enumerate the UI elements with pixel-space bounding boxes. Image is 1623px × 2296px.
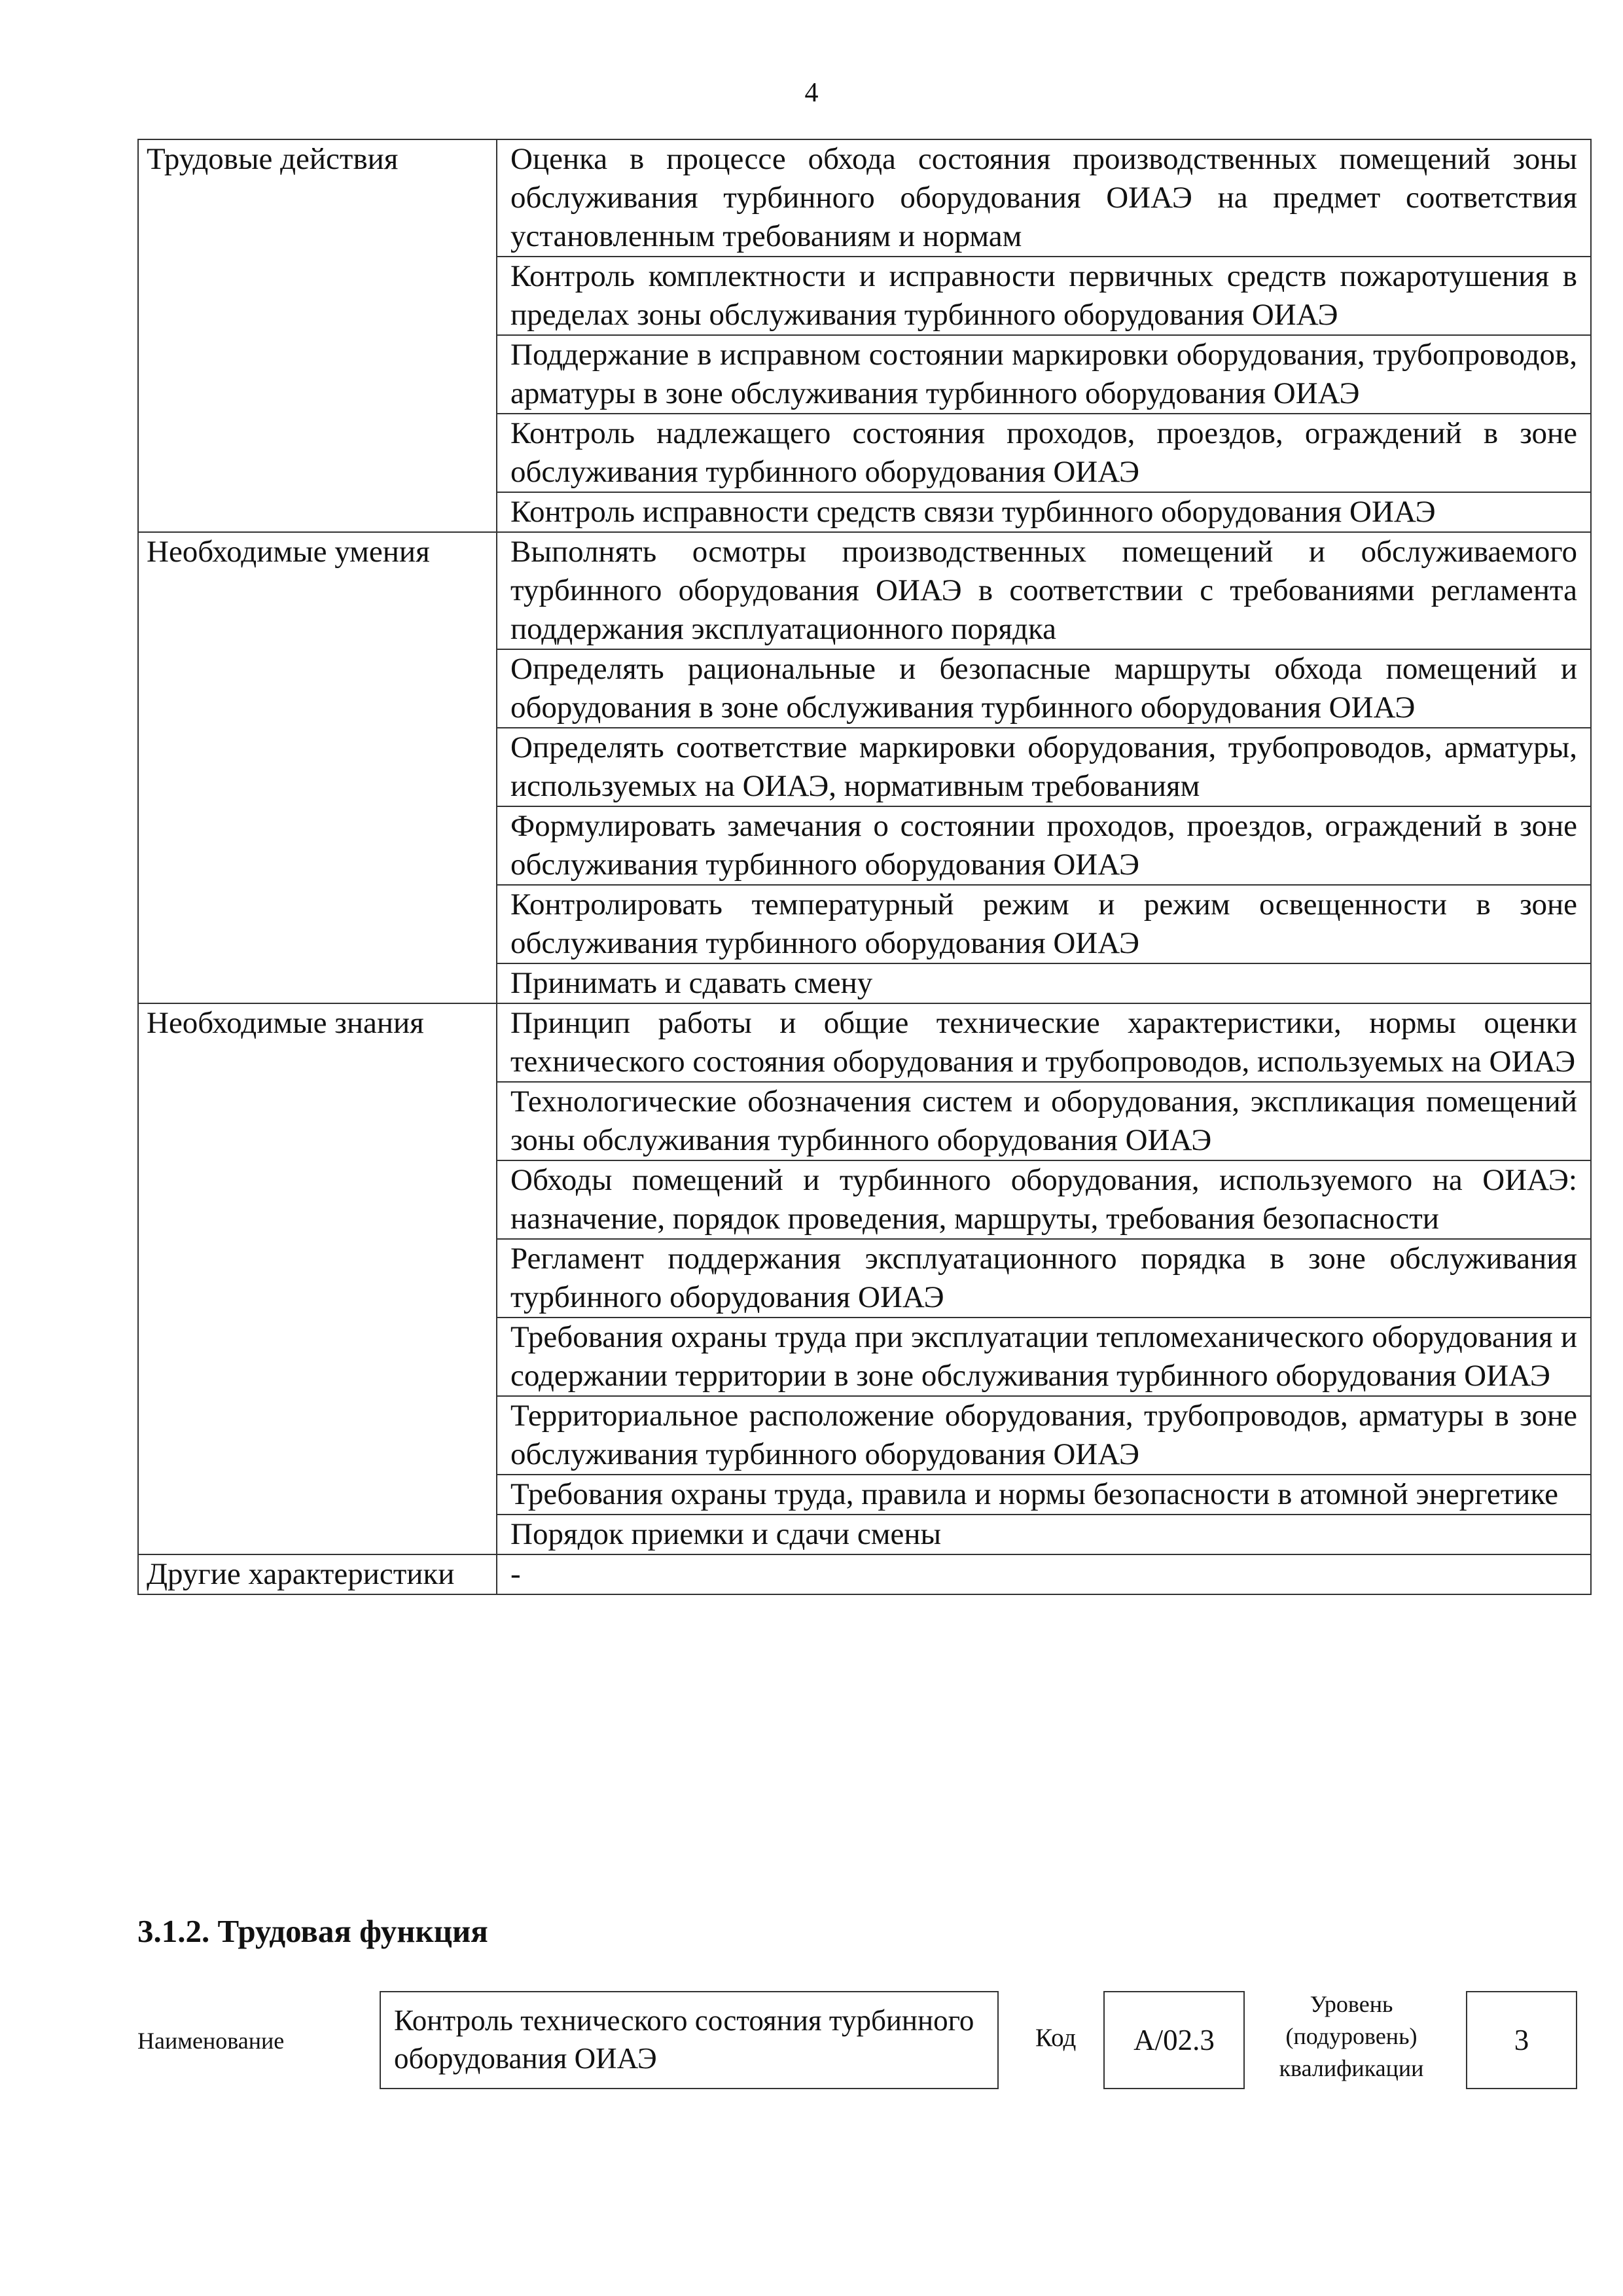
table-cell: Порядок приемки и сдачи смены bbox=[497, 1515, 1591, 1554]
function-info-row bbox=[137, 1988, 1590, 2093]
table-cell: Регламент поддержания эксплуатационного порядка в зоне обслуживания турбинного оборудования ОИАЭ bbox=[497, 1239, 1591, 1318]
function-code-box: A/02.3 bbox=[1103, 1991, 1245, 2089]
table-cell: Формулировать замечания о состоянии проходов, проездов, ограждений в зоне обслуживания турбинного оборудования ОИАЭ bbox=[497, 806, 1591, 885]
table-cell: Контроль исправности средств связи турбинного оборудования ОИАЭ bbox=[497, 492, 1591, 532]
code-label: Код bbox=[1035, 2024, 1077, 2052]
table-cell: Оценка в процессе обхода состояния производственных помещений зоны обслуживания турбинного оборудования ОИАЭ на предмет соответствия установленным требованиям и нормам bbox=[497, 139, 1591, 257]
table-row bbox=[138, 1003, 1591, 1082]
table-cell: Контролировать температурный режим и режим освещенности в зоне обслуживания турбинного оборудования ОИАЭ bbox=[497, 885, 1591, 963]
page-number: 4 bbox=[804, 78, 819, 108]
row-heading-other-characteristics: Другие характеристики bbox=[138, 1554, 497, 1594]
row-heading-required-skills: Необходимые умения bbox=[138, 532, 497, 1003]
table-row bbox=[138, 139, 1591, 257]
table-cell: Контроль надлежащего состояния проходов, проездов, ограждений в зоне обслуживания турбинного оборудования ОИАЭ bbox=[497, 414, 1591, 492]
qualification-level-box: 3 bbox=[1466, 1991, 1577, 2089]
table-cell: Определять рациональные и безопасные маршруты обхода помещений и оборудования в зоне обслуживания турбинного оборудования ОИАЭ bbox=[497, 649, 1591, 728]
table-cell: Определять соответствие маркировки оборудования, трубопроводов, арматуры, используемых на ОИАЭ, нормативным требованиям bbox=[497, 728, 1591, 806]
function-name-box: Контроль технического состояния турбинного оборудования ОИАЭ bbox=[380, 1991, 999, 2089]
row-heading-required-knowledge: Необходимые знания bbox=[138, 1003, 497, 1554]
table-row bbox=[138, 1554, 1591, 1594]
table-cell: Требования охраны труда, правила и нормы безопасности в атомной энергетике bbox=[497, 1475, 1591, 1515]
table-cell: Территориальное расположение оборудования, трубопроводов, арматуры в зоне обслуживания турбинного оборудования ОИАЭ bbox=[497, 1396, 1591, 1475]
section-title: 3.1.2. Трудовая функция bbox=[137, 1913, 488, 1949]
qualification-level-label: Уровень (подуровень) квалификации bbox=[1279, 1991, 1424, 2081]
labor-function-table bbox=[137, 139, 1592, 1595]
table-row bbox=[138, 532, 1591, 649]
table-cell: Принцип работы и общие технические характеристики, нормы оценки технического состояния оборудования и трубопроводов, используемых на ОИАЭ bbox=[497, 1003, 1591, 1082]
table-cell: Обходы помещений и турбинного оборудования, используемого на ОИАЭ: назначение, порядок проведения, маршруты, требования безопасности bbox=[497, 1160, 1591, 1239]
table-cell: Требования охраны труда при эксплуатации тепломеханического оборудования и содержании территории в зоне обслуживания турбинного оборудования ОИАЭ bbox=[497, 1318, 1591, 1396]
table-cell: Поддержание в исправном состоянии маркировки оборудования, трубопроводов, арматуры в зоне обслуживания турбинного оборудования ОИАЭ bbox=[497, 335, 1591, 414]
table-cell: - bbox=[497, 1554, 1591, 1594]
table-cell: Принимать и сдавать смену bbox=[497, 963, 1591, 1003]
name-label: Наименование bbox=[137, 2028, 285, 2054]
table-cell: Технологические обозначения систем и оборудования, экспликация помещений зоны обслуживания турбинного оборудования ОИАЭ bbox=[497, 1082, 1591, 1160]
table-cell: Контроль комплектности и исправности первичных средств пожаротушения в пределах зоны обслуживания турбинного оборудования ОИАЭ bbox=[497, 257, 1591, 335]
table-cell: Выполнять осмотры производственных помещений и обслуживаемого турбинного оборудования ОИАЭ в соответствии с требованиями регламента поддержания эксплуатационного порядка bbox=[497, 532, 1591, 649]
row-heading-labor-actions: Трудовые действия bbox=[138, 139, 497, 532]
